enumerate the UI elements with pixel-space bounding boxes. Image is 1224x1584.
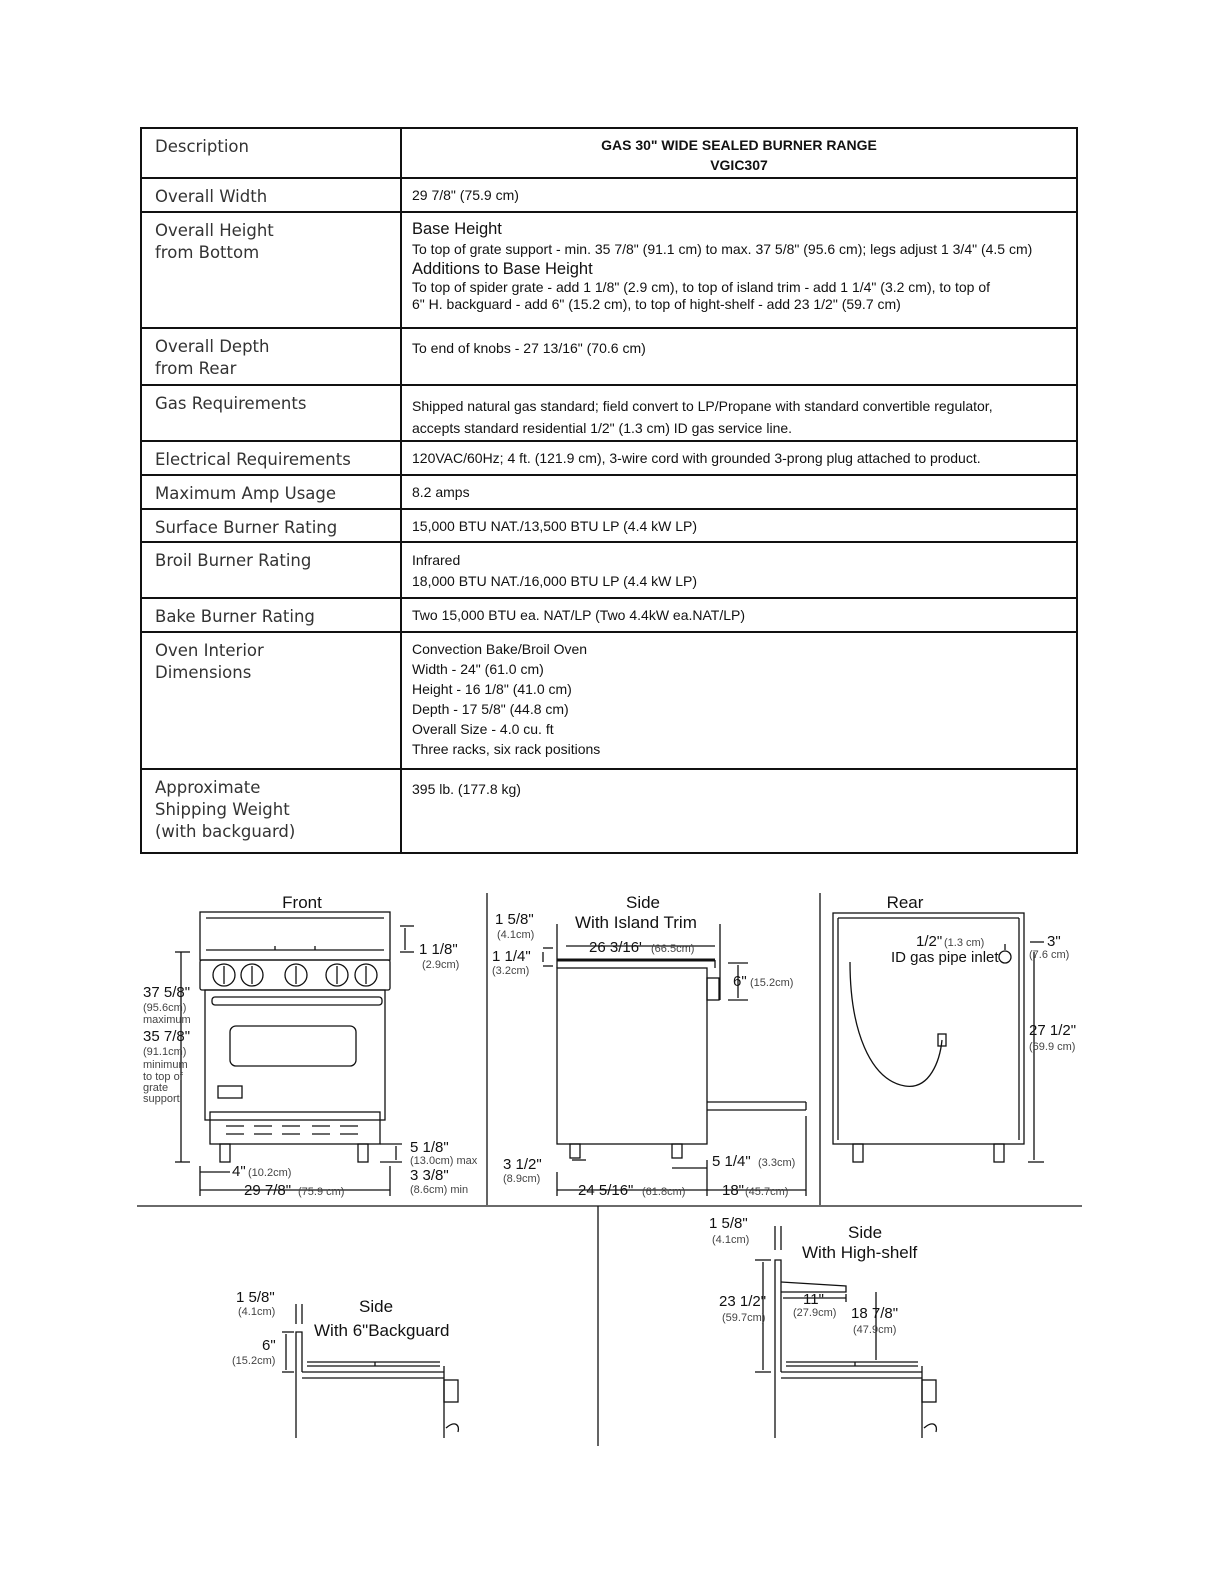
side-island-leg-left-shape (570, 1144, 580, 1158)
side-island-base-metric: (61.8cm) (642, 1186, 686, 1198)
front-grate-dim-metric: (2.9cm) (422, 959, 460, 971)
overall-width-label: Overall Width (141, 178, 401, 212)
side-island-height-dim: 6" (733, 973, 747, 990)
front-leg-max-metric: (13.0cm) max (410, 1155, 478, 1167)
gas-requirements-label: Gas Requirements (141, 385, 401, 441)
front-badge-shape (218, 1086, 242, 1098)
side-shelf-view (709, 1215, 936, 1438)
front-min-height-note-4: support (143, 1093, 180, 1105)
front-title: Front (282, 893, 322, 912)
front-inset-dim: 4" (232, 1163, 246, 1180)
front-width-metric: (75.9 cm) (298, 1186, 345, 1198)
front-leg-max-dim: 5 1/8" (410, 1139, 449, 1156)
front-leg-left-shape (220, 1144, 230, 1162)
overall-width-value: 29 7/8" (75.9 cm) (401, 178, 1077, 212)
rear-title: Rear (886, 893, 924, 912)
front-door-handle-shape (212, 997, 382, 1005)
rear-leg-left-shape (853, 1144, 863, 1162)
front-min-height-metric: (91.1cm) (143, 1046, 187, 1058)
side-shelf-thickness-dim: 1 5/8" (709, 1215, 748, 1232)
shipping-weight-label: Approximate Shipping Weight (with backguard) (141, 769, 401, 853)
max-amp-label: Maximum Amp Usage (141, 475, 401, 509)
rear-pipe-metric: (1.3 cm) (944, 937, 985, 949)
front-max-height-metric: (95.6cm) (143, 1002, 187, 1014)
rear-leg-right-shape (994, 1144, 1004, 1162)
side-shelf-handle-shape (924, 1424, 936, 1432)
side-island-knob-metric: (3.3cm) (758, 1157, 796, 1169)
bake-burner-value: Two 15,000 BTU ea. NAT/LP (Two 4.4kW ea.NAT/LP) (401, 598, 1077, 632)
power-cord-shape (850, 962, 942, 1086)
side-backguard-thickness-dim: 1 5/8" (236, 1289, 275, 1306)
side-island-grate-metric: (3.2cm) (492, 965, 530, 977)
side-shelf-height-metric: (59.7cm) (722, 1312, 766, 1324)
front-leg-min-metric: (8.6cm) min (410, 1184, 469, 1196)
gas-requirements-value: Shipped natural gas standard; field convert to LP/Propane with standard convertible regulator, accepts standard residential 1/2" (1.3 cm) ID gas service line. (401, 385, 1077, 441)
overall-depth-value: To end of knobs - 27 13/16" (70.6 cm) (401, 328, 1077, 385)
rear-offset-metric: (7.6 cm) (1029, 949, 1070, 961)
gas-inlet-shape (999, 951, 1011, 963)
side-island-grate-dim: 1 1/4" (492, 948, 531, 965)
front-min-height-note-3: grate (143, 1082, 169, 1094)
side-shelf-thickness-metric: (4.1cm) (712, 1234, 750, 1246)
side-shelf-depth-dim: 11" (803, 1291, 824, 1308)
side-island-knob-shape (707, 978, 719, 1000)
side-backguard-subtitle: With 6"Backguard (314, 1321, 450, 1340)
front-oven-door-shape (205, 990, 385, 1120)
max-amp-value: 8.2 amps (401, 475, 1077, 509)
overall-depth-label: Overall Depth from Rear (141, 328, 401, 385)
side-shelf-clearance-dim: 18 7/8" (851, 1305, 899, 1322)
side-island-body-shape (557, 968, 707, 1144)
additions-heading: Additions to Base Height (412, 260, 593, 278)
side-island-subtitle: With Island Trim (575, 913, 697, 932)
front-leg-min-dim: 3 3/8" (410, 1167, 449, 1184)
side-island-knob-dim: 5 1/4" (712, 1153, 751, 1170)
side-island-height-metric: (15.2cm) (750, 977, 794, 989)
side-shelf-subtitle: With High-shelf (802, 1243, 918, 1262)
header-model: VGIC307 (710, 157, 768, 173)
header-title: GAS 30" WIDE SEALED BURNER RANGE (601, 137, 877, 153)
side-island-door-dim: 18" (722, 1182, 745, 1199)
front-min-height-note-1: minimum (143, 1059, 188, 1071)
side-shelf-title: Side (848, 1223, 883, 1242)
bake-burner-label: Bake Burner Rating (141, 598, 401, 632)
front-grate-dim: 1 1/8" (419, 941, 458, 958)
side-island-title: Side (625, 893, 661, 912)
shipping-weight-value: 395 lb. (177.8 kg) (401, 769, 1077, 853)
front-min-height-dim: 35 7/8" (143, 1028, 191, 1045)
high-shelf-back-shape (775, 1260, 781, 1438)
side-backguard-height-dim: 6" (262, 1337, 276, 1354)
side-island-leg-metric: (8.9cm) (503, 1173, 541, 1185)
rear-pipe-label: ID gas pipe inlet (891, 949, 999, 966)
side-shelf-depth-metric: (27.9cm) (793, 1307, 837, 1319)
front-drawer-shape (210, 1112, 380, 1144)
base-height-text: To top of grate support - min. 35 7/8" (91.1 cm) to max. 37 5/8" (95.6 cm); legs adjust 1 3/4" (4.5 cm) (412, 241, 1033, 257)
side-backguard-view (232, 1289, 458, 1438)
front-max-height-note: maximum (143, 1014, 191, 1026)
front-width-dim: 29 7/8" (244, 1182, 292, 1199)
front-oven-window-shape (230, 1026, 356, 1066)
broil-burner-value: Infrared 18,000 BTU NAT./16,000 BTU LP (4.4 kW LP) (401, 542, 1077, 598)
side-backguard-thickness-metric: (4.1cm) (238, 1306, 276, 1318)
side-backguard-handle-shape (446, 1424, 458, 1432)
oven-interior-label: Oven Interior Dimensions (141, 632, 401, 769)
overall-height-label: Overall Height from Bottom (141, 212, 401, 328)
additions-text: To top of spider grate - add 1 1/8" (2.9 cm), to top of island trim - add 1 1/4" (3.2 cm), to top of 6" H. backguard - add 6" (15.2 cm), to top of hight-shelf - add 23 1/2" (59.7 cm) (412, 279, 990, 312)
side-backguard-knob-shape (444, 1380, 458, 1402)
side-island-leg-dim: 3 1/2" (503, 1156, 542, 1173)
front-min-height-note-2: to top of (143, 1071, 183, 1083)
rear-height-dim: 27 1/2" (1029, 1022, 1077, 1039)
front-leg-right-shape (358, 1144, 368, 1162)
broil-burner-label: Broil Burner Rating (141, 542, 401, 598)
side-island-view (492, 893, 806, 1199)
electrical-requirements-value: 120VAC/60Hz; 4 ft. (121.9 cm), 3-wire cord with grounded 3-prong plug attached to product. (401, 441, 1077, 475)
side-shelf-knob-shape (922, 1380, 936, 1402)
side-backguard-title: Side (359, 1297, 394, 1316)
header-label: Description (155, 137, 249, 156)
side-island-depth-metric: (66.5cm) (651, 943, 695, 955)
rear-offset-dim: 3" (1047, 933, 1061, 950)
side-island-leg-right-shape (672, 1144, 682, 1158)
side-island-base-dim: 24 5/16" (578, 1182, 634, 1199)
side-island-door-metric: (45.7cm) (745, 1186, 789, 1198)
side-shelf-clearance-metric: (47.9cm) (853, 1324, 897, 1336)
electrical-requirements-label: Electrical Requirements (141, 441, 401, 475)
side-island-trim-metric: (4.1cm) (497, 929, 535, 941)
oven-interior-value: Convection Bake/Broil Oven Width - 24" (61.0 cm) Height - 16 1/8" (41.0 cm) Depth - 17 5/8" (44.8 cm) Overall Size - 4.0 cu. ft Three racks, six rack positions (401, 632, 1077, 769)
side-island-depth-dim: 26 3/16' (589, 939, 642, 956)
base-height-heading: Base Height (412, 220, 502, 238)
surface-burner-label: Surface Burner Rating (141, 509, 401, 542)
backguard-shape (296, 1332, 302, 1438)
front-backguard-shape (200, 912, 390, 960)
front-inset-metric: (10.2cm) (248, 1167, 292, 1179)
front-view (143, 893, 478, 1199)
rear-height-metric: (69.9 cm) (1029, 1041, 1076, 1053)
front-max-height-dim: 37 5/8" (143, 984, 191, 1001)
rear-view (833, 893, 1076, 1162)
side-backguard-height-metric: (15.2cm) (232, 1355, 276, 1367)
surface-burner-value: 15,000 BTU NAT./13,500 BTU LP (4.4 kW LP) (401, 509, 1077, 542)
rear-pipe-size: 1/2" (916, 933, 943, 950)
side-shelf-height-dim: 23 1/2" (719, 1293, 767, 1310)
side-island-trim-dim: 1 5/8" (495, 911, 534, 928)
